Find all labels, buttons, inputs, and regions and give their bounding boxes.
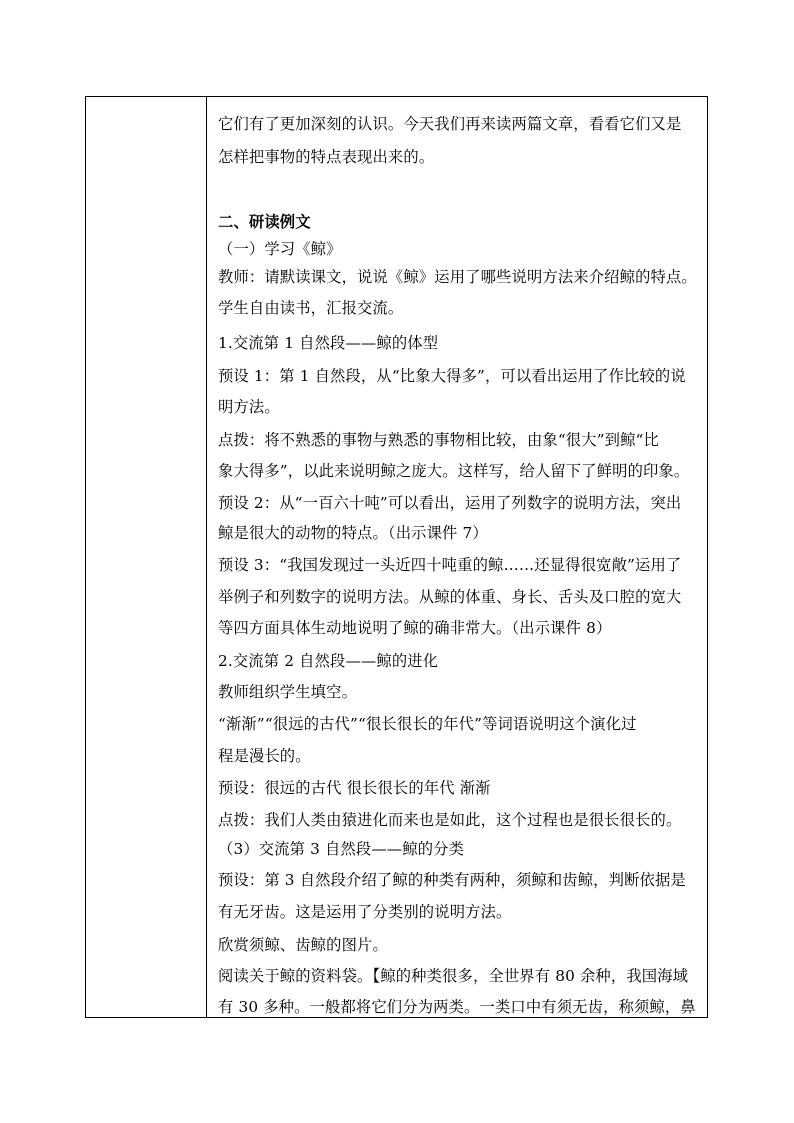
left-column-cell (86, 97, 207, 1017)
text-line: 点拨：我们人类由猿进化而来也是如此，这个过程也是很长很长的。 (218, 811, 682, 829)
text-line: 预设 1：第 1 自然段，从“比象大得多”，可以看出运用了作比较的说 (218, 367, 686, 385)
text-line: 等四方面具体生动地说明了鲸的确非常大。（出示课件 8） (218, 619, 612, 637)
text-line: （一）学习《鲸》 (218, 240, 342, 258)
text-line: 2.交流第 2 自然段——鲸的进化 (218, 652, 439, 670)
text-line: 教师组织学生填空。 (218, 683, 358, 701)
text-line: 象大得多”，以此来说明鲸之庞大。这样写，给人留下了鲜明的印象。 (218, 462, 690, 480)
text-line: 预设 3：“我国发现过一头近四十吨重的鲸……还显得很宽敞”运用了 (218, 556, 682, 574)
intro-line: 怎样把事物的特点表现出来的。 (218, 148, 435, 166)
text-line: 预设：第 3 自然段介绍了鲸的种类有两种，须鲸和齿鲸，判断依据是 (218, 871, 686, 889)
text-line: （3）交流第 3 自然段——鲸的分类 (218, 840, 465, 858)
section-heading: 二、研读例文 (218, 213, 311, 231)
lesson-table (85, 96, 708, 1018)
text-line: 教师：请默读课文，说说《鲸》运用了哪些说明方法来介绍鲸的特点。 (218, 268, 697, 286)
text-line: “渐渐”“很远的古代”“很长很长的年代”等词语说明这个演化过 (218, 715, 637, 733)
text-line: 点拨：将不熟悉的事物与熟悉的事物相比较，由象“很大”到鲸“比 (218, 431, 659, 449)
text-line: 1.交流第 1 自然段——鲸的体型 (218, 334, 439, 352)
text-line: 学生自由读书，汇报交流。 (218, 299, 404, 317)
text-line: 举例子和列数字的说明方法。从鲸的体重、身长、舌头及口腔的宽大 (218, 588, 682, 606)
text-line: 有无牙齿。这是运用了分类别的说明方法。 (218, 903, 512, 921)
text-line: 明方法。 (218, 398, 280, 416)
text-line: 有 30 多种。一般都将它们分为两类。一类口中有须无齿，称须鲸，鼻 (218, 998, 696, 1016)
text-line: 预设：很远的古代 很长很长的年代 渐渐 (218, 779, 491, 797)
text-line: 程是漫长的。 (218, 747, 311, 765)
text-line: 欣赏须鲸、齿鲸的图片。 (218, 936, 388, 954)
lesson-content-cell (207, 97, 707, 1017)
text-line: 阅读关于鲸的资料袋。【鲸的种类很多，全世界有 80 余种，我国海域 (218, 967, 689, 985)
intro-line: 它们有了更加深刻的认识。今天我们再来读两篇文章，看看它们又是 (218, 115, 682, 133)
text-line: 鲸是很大的动物的特点。（出示课件 7） (218, 524, 488, 542)
text-line: 预设 2：从“一百六十吨”可以看出，运用了列数字的说明方法，突出 (218, 494, 682, 512)
